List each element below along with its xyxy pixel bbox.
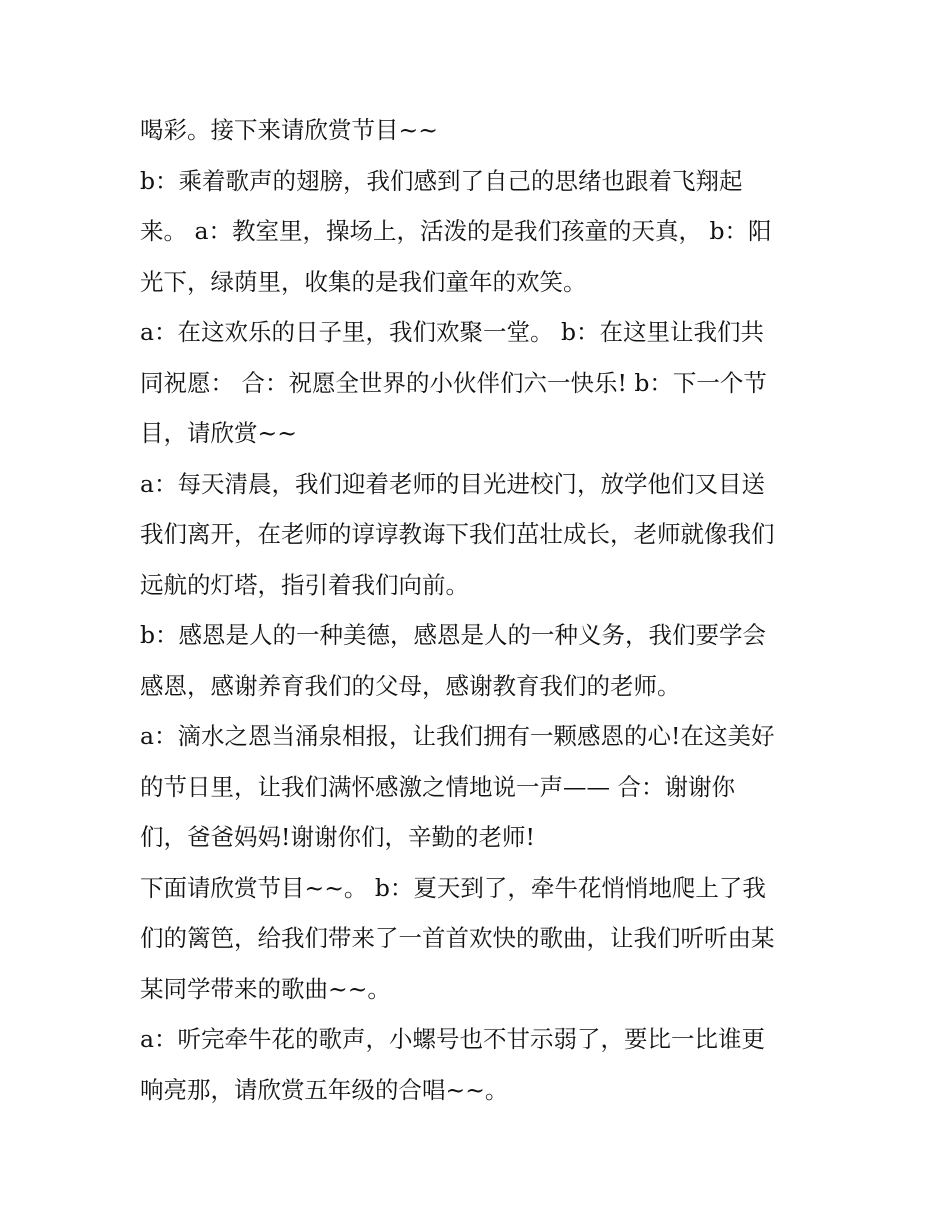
text-line: 们，爸爸妈妈!谢谢你们，辛勤的老师! [140,823,535,851]
text-line: a：在这欢乐的日子里，我们欢聚一堂。 b：在这里让我们共 [140,318,765,346]
text-line: 感恩，感谢养育我们的父母，感谢教育我们的老师。 [140,671,681,700]
text-line: 某同学带来的歌曲~~。 [140,974,391,1003]
text-line: 们的篱笆，给我们带来了一首首欢快的歌曲，让我们听听由某 [140,924,775,952]
text-line: b：感恩是人的一种美德，感恩是人的一种义务，我们要学会 [140,621,767,649]
text-line: 喝彩。接下来请欣赏节目~~ [140,116,438,144]
text-line: 的节日里，让我们满怀感激之情地说一声—— 合：谢谢你 [140,772,735,801]
text-line: 来。 a：教室里，操场上，活泼的是我们孩童的天真， b：阳 [140,217,772,245]
text-line: 响亮那，请欣赏五年级的合唱~~。 [140,1075,509,1104]
text-line: b：乘着歌声的翅膀，我们感到了自己的思绪也跟着飞翔起 [140,166,743,195]
text-line: 远航的灯塔，指引着我们向前。 [140,570,469,599]
text-line: 同祝愿： 合：祝愿全世界的小伙伴们六一快乐! b：下一个节 [140,368,767,397]
document-body [140,105,820,1115]
text-line: 下面请欣赏节目~~。 b：夏天到了，牵牛花悄悄地爬上了我 [140,873,766,902]
text-line: 我们离开，在老师的谆谆教诲下我们茁壮成长，老师就像我们 [140,520,775,548]
text-line: a：听完牵牛花的歌声，小螺号也不甘示弱了，要比一比谁更 [140,1025,766,1053]
text-line: 光下，绿荫里，收集的是我们童年的欢笑。 [140,267,587,296]
text-line: a：滴水之恩当涌泉相报，让我们拥有一颗感恩的心!在这美好 [140,722,775,750]
text-line: 目，请欣赏~~ [140,419,297,447]
text-line: a：每天清晨，我们迎着老师的目光进校门，放学他们又目送 [140,469,766,498]
